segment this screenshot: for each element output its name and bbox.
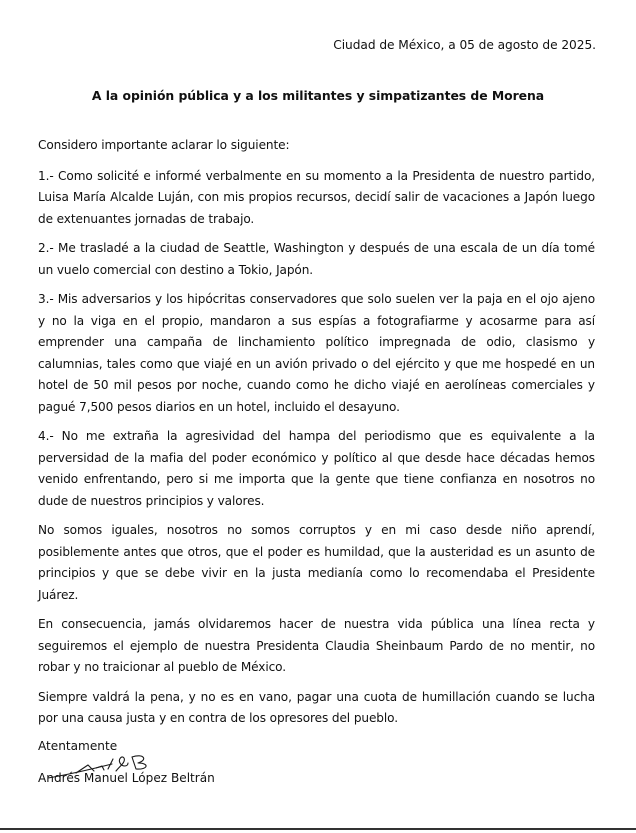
paragraph-1: 1.- Como solicité e informé verbalmente en su momento a la Presidenta de nuestro partido, Luisa María Alcalde Luján, con mis propios recursos, decidí salir de vacaciones a Japón luego de extenuantes jornadas de trabajo.: [38, 168, 595, 226]
paragraph-5: No somos iguales, nosotros no somos corruptos y en mi caso desde niño aprendí, posiblemente antes que otros, que el poder es humildad, que la austeridad es un asunto de principios y que se debe vivir en la justa medianía como lo recomendaba el Presidente Juárez.: [38, 523, 595, 602]
closing-line: Atentamente: [38, 739, 118, 753]
paragraph-4: 4.- No me extraña la agresividad del hampa del periodismo que es equivalente a la perversidad de la mafia del poder económico y político al que desde hace décadas hemos venido enfrentando, pero si me importa que la gente que tiene confianza en nosotros no dude de nuestros principios y valores.: [38, 429, 595, 508]
paragraph-6: En consecuencia, jamás olvidaremos hacer de nuestra vida pública una línea recta y seguiremos el ejemplo de nuestra Presidenta Claudia Sheinbaum Pardo de no mentir, no robar y no traicionar al pueblo de México.: [38, 617, 595, 674]
paragraph-3: 3.- Mis adversarios y los hipócritas conservadores que solo suelen ver la paja en el ojo ajeno y no la viga en el propio, mandaron a sus espías a fotografiarme y acosarme para así emprender una campaña de linchamiento político impregnada de odio, clasismo y calumnias, tales como que viajé en un avión privado o del ejército y que me hospedé en un hotel de 50 mil pesos por noche, cuando como he dicho viajé en aerolíneas comerciales y pagué 7,500 pesos diarios en un hotel, incluido el desayuno.: [38, 292, 595, 414]
paragraph-2: 2.- Me trasladé a la ciudad de Seattle, Washington y después de una escala de un día tomé un vuelo comercial con destino a Tokio, Japón.: [38, 241, 595, 277]
intro-line: Considero importante aclarar lo siguiente:: [38, 138, 290, 152]
date-line: Ciudad de México, a 05 de agosto de 2025.: [333, 38, 596, 52]
signer-name: Andrés Manuel López Beltrán: [38, 771, 215, 785]
letter-heading: A la opinión pública y a los militantes y simpatizantes de Morena: [91, 88, 545, 103]
paragraph-7: Siempre valdrá la pena, y no es en vano, pagar una cuota de humillación cuando se lucha por una causa justa y en contra de los opresores del pueblo.: [38, 689, 595, 725]
letter-body: [38, 135, 595, 738]
signature-block: [36, 754, 236, 794]
page-bottom-edge: [0, 828, 636, 830]
